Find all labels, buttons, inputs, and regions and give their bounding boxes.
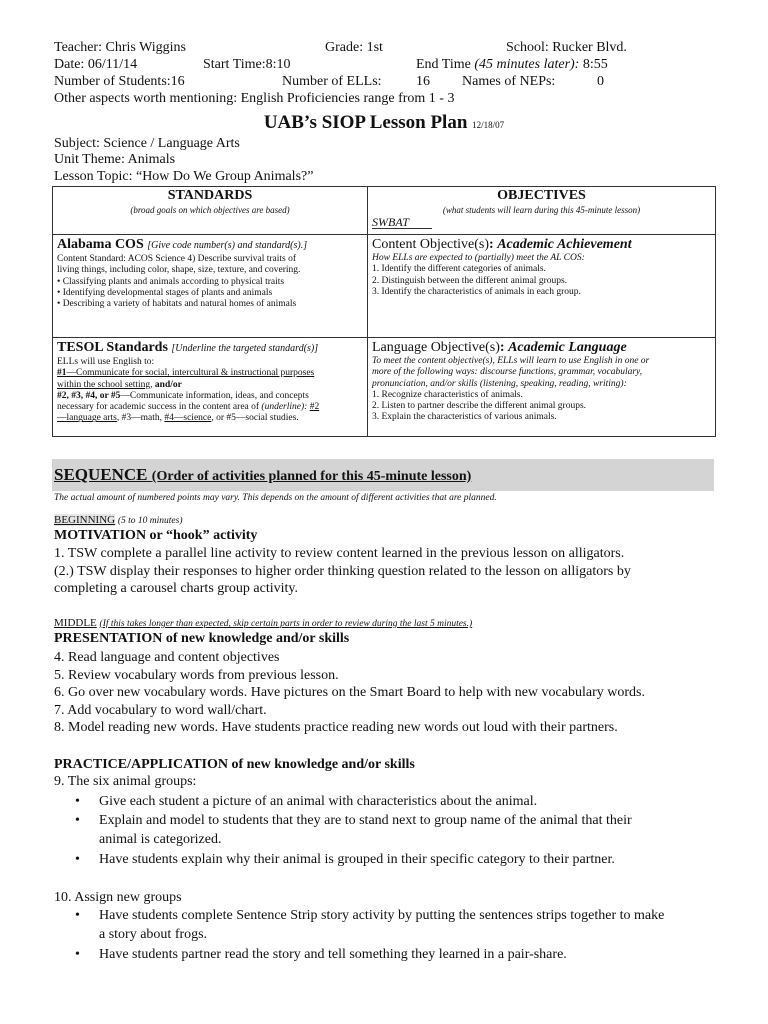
presentation-heading: PRESENTATION of new knowledge and/or skills <box>54 631 350 646</box>
bullet-icon: • <box>75 908 80 923</box>
language-objectives-cell <box>368 338 716 437</box>
cos-line: • Identifying developmental stages of plants and animals <box>57 287 273 298</box>
presentation-item: 6. Go over new vocabulary words. Have pictures on the Smart Board to help with new vocabulary words. <box>54 685 645 700</box>
unit-theme-field: Unit Theme: Animals <box>54 152 176 167</box>
alabama-cos-note: [Give code number(s) and standard(s).] <box>147 240 308 251</box>
content-objective-subtitle: Academic Achievement <box>497 237 632 252</box>
table-language-row <box>53 338 716 437</box>
end-time-note: (45 minutes later): <box>474 57 580 72</box>
tesol-line-5: —language arts, #3—math, #4—science, or #5—social studies. <box>57 413 299 424</box>
bullet-item: • Have students explain why their animal is grouped in their specific category to their partner. <box>75 852 615 867</box>
table-content-row <box>53 235 716 338</box>
tesol-title: TESOL Standards <box>57 340 168 355</box>
standards-subheading: (broad goals on which objectives are based) <box>130 205 290 215</box>
objectives-subheading: (what students will learn during this 45-minute lesson) <box>442 205 641 215</box>
cos-line: • Classifying plants and animals according to physical traits <box>57 276 285 287</box>
content-objective-intro: How ELLs are expected to (partially) meet the AL COS: <box>372 253 585 263</box>
motivation-item: completing a carousel charts group activity. <box>54 581 299 596</box>
bullet-icon: • <box>75 852 80 867</box>
content-objective-item: 3. Identify the characteristics of animals in each group. <box>372 286 581 297</box>
objectives-header-cell <box>368 187 716 235</box>
tesol-heading <box>57 340 363 357</box>
table-header-row <box>53 187 716 235</box>
tesol-note: [Underline the targeted standard(s)] <box>171 343 319 354</box>
bullet-icon: • <box>75 947 80 962</box>
motivation-item: 1. TSW complete a parallel line activity to review content learned in the previous lesson on alligators. <box>54 546 625 561</box>
cos-line: Content Standard: ACOS Science 4) Describe survival traits of <box>57 254 297 264</box>
language-objective-subtitle: Academic Language <box>508 340 627 355</box>
tesol-standard-1: #1 <box>57 368 67 379</box>
tesol-intro: ELLs will use English to: <box>57 357 155 367</box>
content-objective-item: 2. Distinguish between the different animal groups. <box>372 275 568 286</box>
date-field: Date: 06/11/14 <box>54 57 138 72</box>
end-time-label: End Time <box>416 57 471 72</box>
grade-field: Grade: 1st <box>325 40 383 55</box>
bullet-icon: • <box>75 813 80 828</box>
alabama-cos-heading <box>57 237 363 254</box>
bullet-continuation: animal is categorized. <box>99 832 222 847</box>
language-objective-title: Language Objective(s) <box>372 340 500 355</box>
language-objective-heading: Language Objective(s): Academic Language <box>372 340 627 355</box>
language-objective-intro: more of the following ways: discourse functions, grammar, vocabulary, <box>372 367 643 378</box>
other-aspects-field: Other aspects worth mentioning: English Proficiencies range from 1 - 3 <box>54 91 455 106</box>
tesol-line-3: #2, #3, #4, or #5—Communicate information, ideas, and concepts <box>57 390 309 401</box>
tesol-standards-2-5: #2, #3, #4, or #5 <box>57 390 121 401</box>
practice-heading: PRACTICE/APPLICATION of new knowledge and/or skills <box>54 757 415 772</box>
sequence-note: The actual amount of numbered points may vary. This depends on the amount of different activities that are planned. <box>54 493 497 503</box>
presentation-item: 4. Read language and content objectives <box>54 650 280 665</box>
tesol-line-1: #1—Communicate for social, intercultural & instructional purposes <box>57 368 315 379</box>
objectives-heading: OBJECTIVES <box>497 188 586 203</box>
title-text: UAB’s SIOP Lesson Plan <box>263 112 468 133</box>
subject-field: Subject: Science / Language Arts <box>54 136 240 151</box>
lesson-topic-field: Lesson Topic: “How Do We Group Animals?” <box>54 169 314 184</box>
language-objective-item: 3. Explain the characteristics of various animals. <box>372 412 557 423</box>
bullet-item: • Have students complete Sentence Strip story activity by putting the sentences strips together to make <box>75 908 665 923</box>
start-time-field: Start Time:8:10 <box>203 57 291 72</box>
neps-count: 0 <box>597 74 604 89</box>
sequence-banner <box>52 459 714 491</box>
end-time-value: 8:55 <box>582 57 608 72</box>
language-objective-intro: pronunciation, and/or skills (listening, speaking, reading, writing): <box>372 378 627 389</box>
language-objective-item: 2. Listen to partner describe the different animal groups. <box>372 401 587 412</box>
standards-heading: STANDARDS <box>167 188 253 203</box>
neps-label: Names of NEPs: <box>462 74 556 89</box>
sequence-title: SEQUENCE (Order of activities planned for this 45-minute lesson) <box>54 465 472 484</box>
tesol-standards-cell <box>53 338 368 437</box>
tesol-line-4: necessary for academic success in the content area of (underline): #2 <box>57 402 320 413</box>
language-objective-intro: To meet the content objective(s), ELLs will learn to use English in one or <box>372 356 650 366</box>
content-objective-title: Content Objective(s) <box>372 237 490 252</box>
beginning-time: (5 to 10 minutes) <box>117 516 183 526</box>
school-field: School: Rucker Blvd. <box>506 40 627 55</box>
swbat-label: SWBAT <box>372 216 432 229</box>
ells-label: Number of ELLs: <box>282 74 382 89</box>
motivation-heading: MOTIVATION or “hook” activity <box>54 528 258 543</box>
alabama-cos-title: Alabama COS <box>57 237 144 252</box>
presentation-item: 7. Add vocabulary to word wall/chart. <box>54 703 267 718</box>
page-title <box>0 112 768 136</box>
students-count-field: Number of Students:16 <box>54 74 185 89</box>
bullet-item: • Explain and model to students that they are to stand next to group name of the animal that their <box>75 813 632 828</box>
bullet-continuation: a story about frogs. <box>99 927 208 942</box>
end-time-field <box>416 57 608 73</box>
ells-count: 16 <box>416 74 430 89</box>
standards-objectives-table <box>52 186 716 437</box>
cos-line: • Describing a variety of habitats and natural homes of animals <box>57 299 297 310</box>
standards-header-cell <box>53 187 368 235</box>
content-objective-item: 1. Identify the different categories of animals. <box>372 264 546 275</box>
item-9: 9. The six animal groups: <box>54 774 197 789</box>
item-10: 10. Assign new groups <box>54 890 182 905</box>
teacher-field: Teacher: Chris Wiggins <box>54 40 186 55</box>
presentation-item: 5. Review vocabulary words from previous lesson. <box>54 668 339 683</box>
bullet-item: • Have students partner read the story and tell something they learned in a pair-share. <box>75 947 567 962</box>
bullet-icon: • <box>75 794 80 809</box>
content-objective-heading: Content Objective(s): Academic Achievement <box>372 237 632 252</box>
middle-note: (If this takes longer than expected, skip certain parts in order to review during the last 5 minutes.) <box>99 619 473 629</box>
bullet-item: • Give each student a picture of an animal with characteristics about the animal. <box>75 794 538 809</box>
alabama-cos-cell <box>53 235 368 338</box>
presentation-item: 8. Model reading new words. Have students practice reading new words out loud with their partners. <box>54 720 618 735</box>
sequence-title-note: (Order of activities planned for this 45-minute lesson) <box>151 469 472 484</box>
motivation-item: (2.) TSW display their responses to higher order thinking question related to the lesson on alligators by <box>54 564 631 579</box>
tesol-line-2: within the school setting, and/or <box>57 379 182 390</box>
beginning-label: BEGINNING (5 to 10 minutes) <box>54 514 183 526</box>
middle-label: MIDDLE (If this takes longer than expected, skip certain parts in order to review during the last 5 minutes.) <box>54 617 473 629</box>
title-date: 12/18/07 <box>472 120 505 130</box>
cos-line: living things, including color, shape, size, texture, and covering. <box>57 265 301 276</box>
language-objective-item: 1. Recognize characteristics of animals. <box>372 389 523 400</box>
content-objectives-cell <box>368 235 716 338</box>
